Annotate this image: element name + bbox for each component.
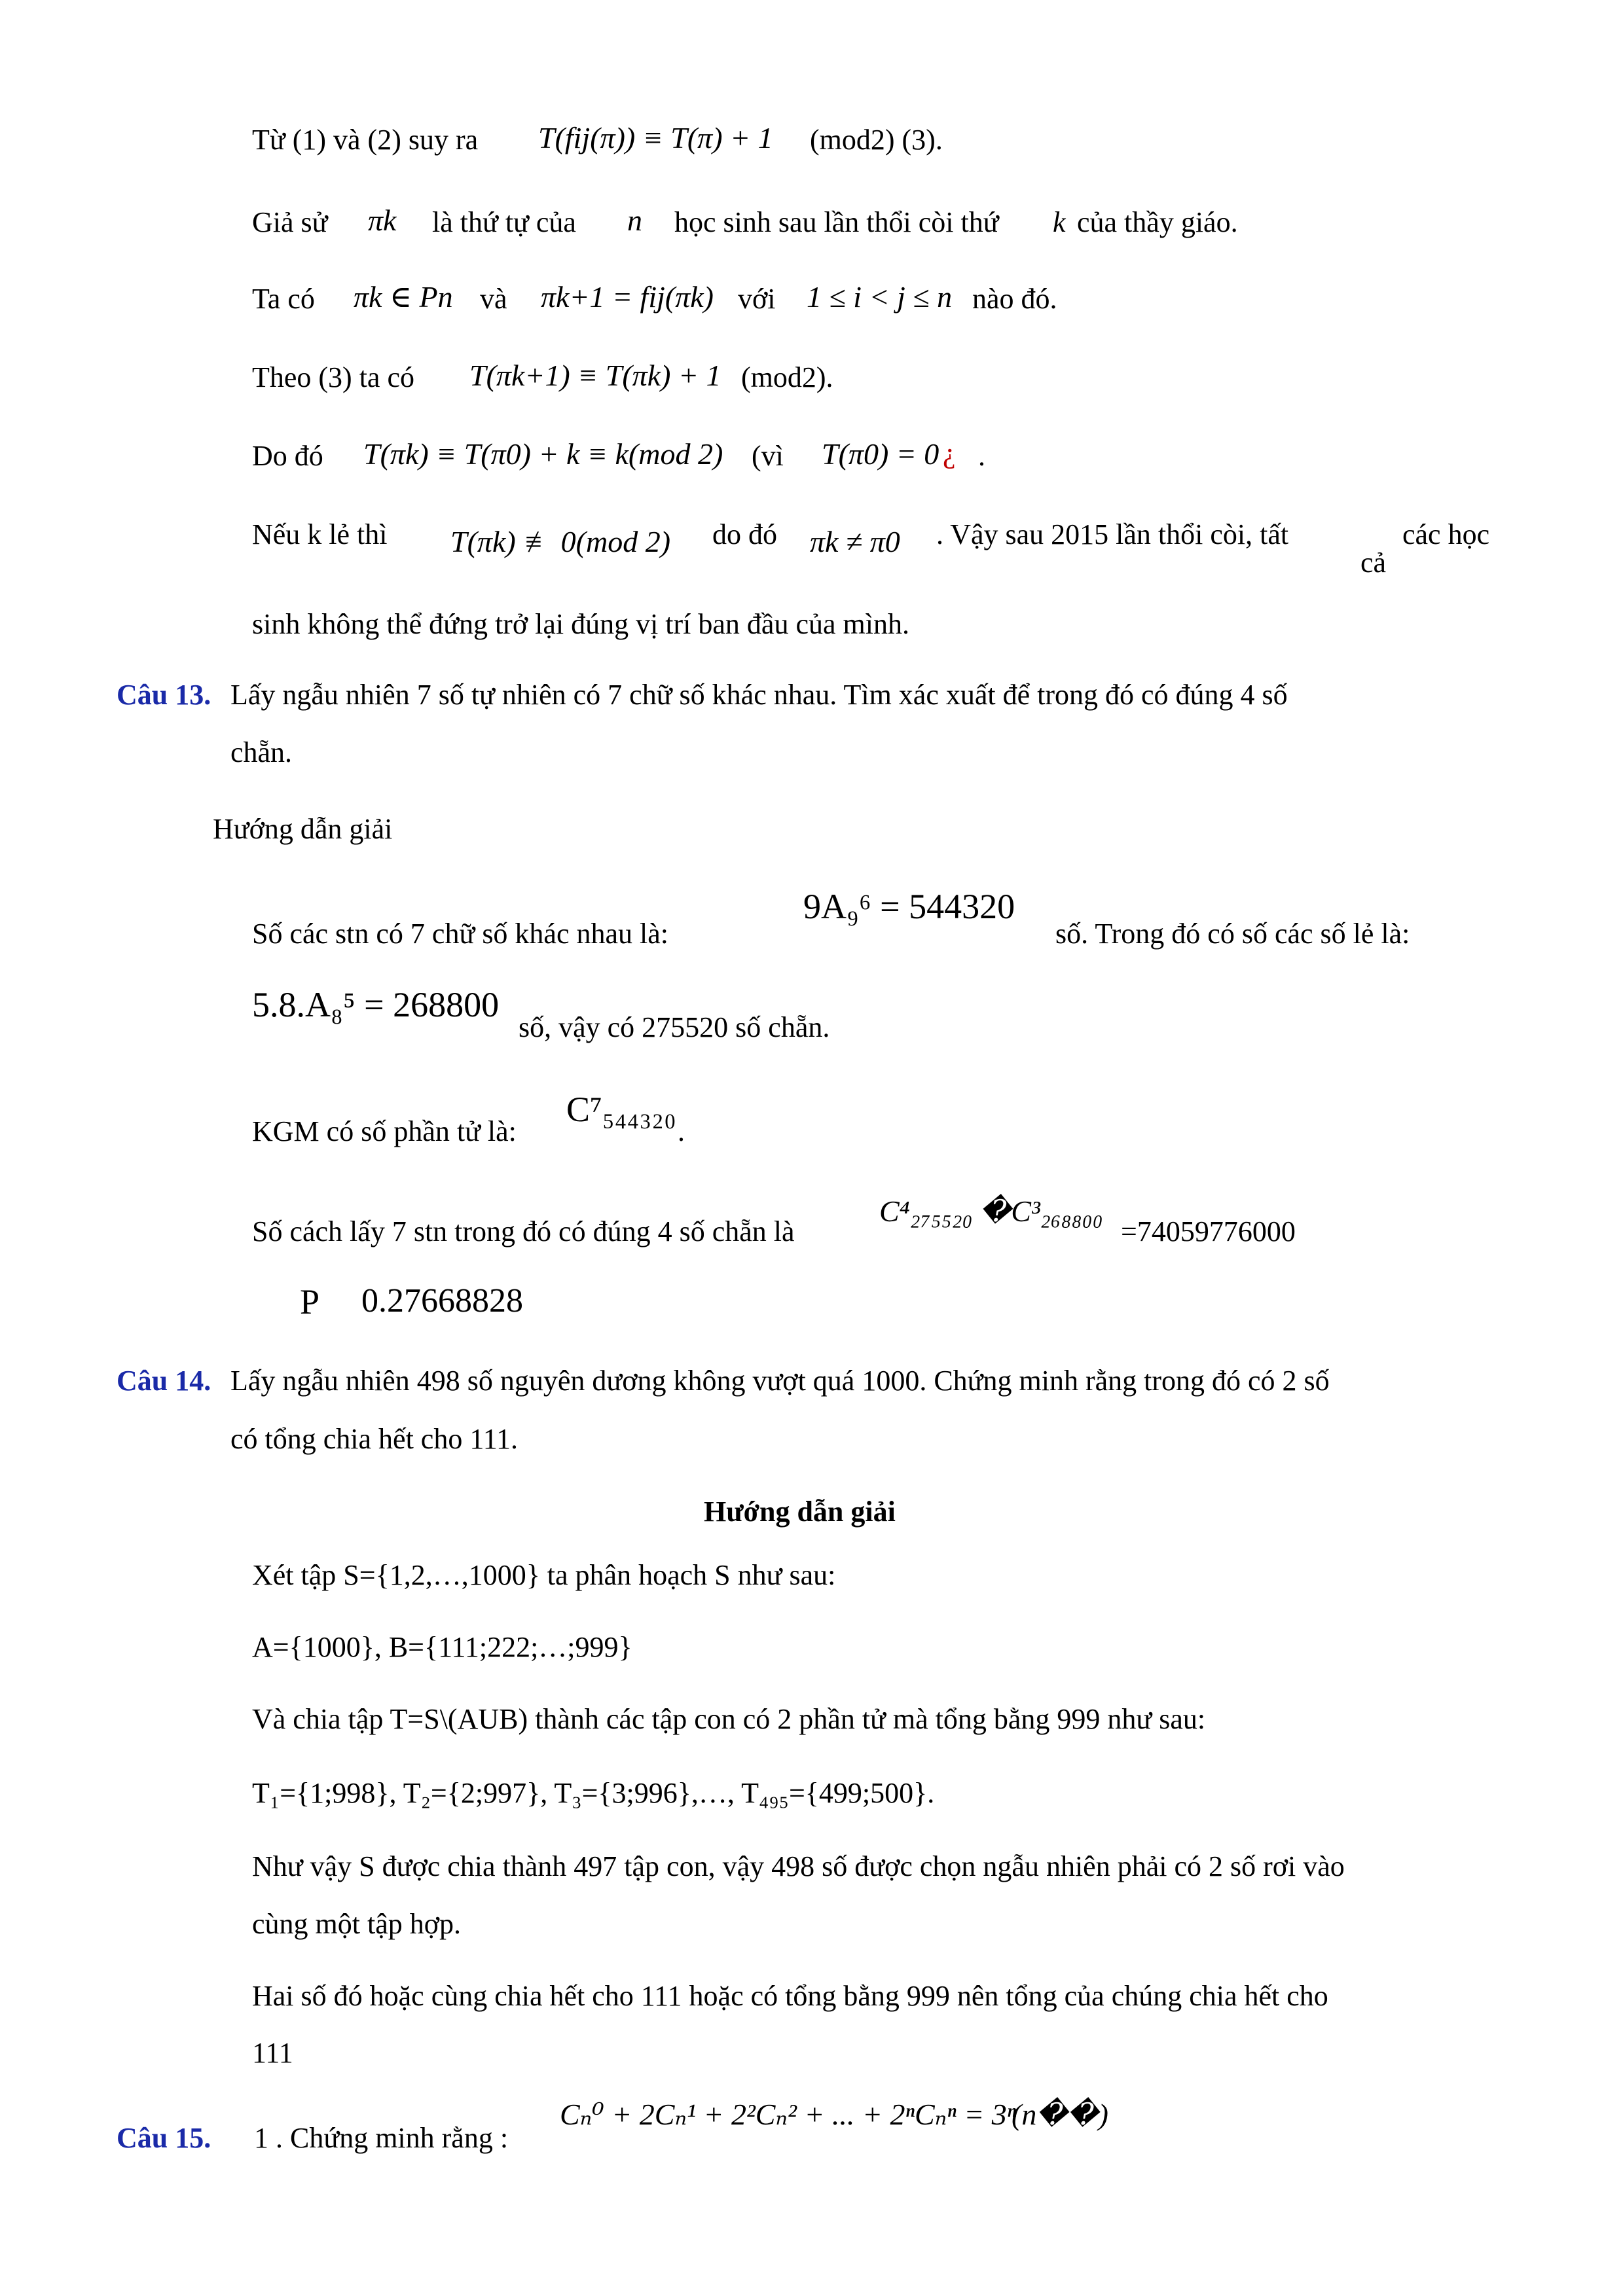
q15-label: Câu 15.: [117, 2122, 211, 2154]
q13-s4-a: Số cách lấy 7 stn trong đó có đúng 4 số chẵn là: [252, 1215, 795, 1247]
broken-glyph: ¿: [943, 437, 956, 469]
q13-text-2: chẵn.: [230, 736, 293, 768]
q14-line-4: T₁={1;998}, T₂={2;997}, T₃={3;996},…, T₄₉₅={499;500}.: [252, 1777, 935, 1809]
line-4-a: Theo (3) ta có: [252, 361, 414, 393]
line-3-b: và: [480, 283, 507, 315]
formula-t-pik-not-0: T(πk) ≢ 0(mod 2): [450, 525, 671, 558]
line-6-c: . Vậy sau 2015 lần thổi còi, tất: [936, 518, 1289, 550]
line-3-c: với: [738, 283, 776, 315]
q14-text-2: có tổng chia hết cho 111.: [230, 1423, 519, 1455]
formula-c7: C⁷₅₄₄₃₂₀: [566, 1090, 676, 1129]
formula-pik-ne-pi0: πk ≠ π0: [810, 525, 900, 558]
formula-t-pi0: T(π0) = 0: [822, 437, 939, 471]
formula-pik1: πk+1 = fij(πk): [541, 280, 714, 314]
q14-line-8: 111: [252, 2037, 293, 2069]
formula-58a85: 5.8.A₈⁵ = 268800: [252, 985, 500, 1024]
q13-text-1: Lấy ngẫu nhiên 7 số tự nhiên có 7 chữ số khác nhau. Tìm xác xuất để trong đó có đúng 4 số: [230, 679, 1288, 711]
q14-line-6: cùng một tập hợp.: [252, 1908, 461, 1940]
formula-p-label: P: [300, 1282, 320, 1321]
formula-9a96: 9A₉⁶ = 544320: [803, 887, 1015, 926]
formula-n: n: [627, 204, 642, 237]
line-3-d: nào đó.: [972, 283, 1057, 315]
line-6-b: do đó: [712, 518, 777, 550]
q13-s3-end: .: [678, 1115, 685, 1147]
formula-c4-c3: C⁴₂₇₅₅₂₀ �C³₂₆₈₈₀₀: [879, 1194, 1103, 1228]
formula-binomial-sum: Cₙ⁰ + 2Cₙ¹ + 2²Cₙ² + ... + 2ⁿCₙⁿ = 3ⁿ: [560, 2098, 1017, 2131]
q13-s4-b: =74059776000: [1121, 1215, 1296, 1247]
formula-p-value: 0.27668828: [361, 1282, 523, 1319]
formula-pi-k: πk: [368, 204, 397, 237]
formula-ij-range: 1 ≤ i < j ≤ n: [807, 280, 953, 314]
q13-s1-b: số. Trong đó có số các số lẻ là:: [1055, 918, 1410, 950]
q14-line-5: Như vậy S được chia thành 497 tập con, vậy 498 số được chọn ngẫu nhiên phải có 2 số rơi vào: [252, 1850, 1345, 1882]
q14-label: Câu 14.: [117, 1365, 211, 1397]
line-4-b: (mod2).: [741, 361, 833, 393]
q14-guide: Hướng dẫn giải: [704, 1496, 896, 1528]
line-1-text: Từ (1) và (2) suy ra: [252, 124, 479, 156]
q14-line-2: A={1000}, B={111;222;…;999}: [252, 1631, 632, 1663]
q13-s1-a: Số các stn có 7 chữ số khác nhau là:: [252, 918, 669, 950]
line-3-a: Ta có: [252, 283, 315, 315]
q13-s2-b: số, vậy có 275520 số chẵn.: [519, 1011, 830, 1043]
q13-label: Câu 13.: [117, 679, 211, 711]
formula-n-condition: (n��): [1012, 2098, 1108, 2131]
formula-t-pik1: T(πk+1) ≡ T(πk) + 1: [469, 359, 721, 392]
line-7: sinh không thể đứng trở lại đúng vị trí ban đầu của mình.: [252, 608, 909, 640]
formula-t-pik-mod: T(πk) ≡ T(π0) + k ≡ k(mod 2): [363, 437, 723, 471]
line-5-b: (vì: [752, 440, 784, 472]
line-6-ca: cả: [1360, 547, 1387, 579]
q15-text: 1 . Chứng minh rằng :: [254, 2122, 509, 2154]
line-2-b: là thứ tự của: [432, 206, 576, 238]
q14-line-3: Và chia tập T=S\(AUB) thành các tập con có 2 phần tử mà tổng bằng 999 như sau:: [252, 1703, 1206, 1735]
q14-text-1: Lấy ngẫu nhiên 498 số nguyên dương không vượt quá 1000. Chứng minh rằng trong đó có 2 số: [230, 1365, 1330, 1397]
q14-line-1: Xét tập S={1,2,…,1000} ta phân hoạch S như sau:: [252, 1559, 836, 1591]
formula-parity-transposition: T(fij(π)) ≡ T(π) + 1: [538, 121, 773, 154]
line-6-d: các học: [1402, 518, 1490, 550]
line-1-mod: (mod2) (3).: [810, 124, 943, 156]
line-2-c: học sinh sau lần thổi còi thứ: [674, 206, 999, 238]
line-5-end: .: [978, 440, 985, 472]
formula-pik-in-pn: πk ∈ Pn: [354, 280, 453, 314]
line-5-a: Do đó: [252, 440, 323, 472]
line-2-d: của thầy giáo.: [1077, 206, 1238, 238]
q14-line-7: Hai số đó hoặc cùng chia hết cho 111 hoặc có tổng bằng 999 nên tổng của chúng chia hết cho: [252, 1980, 1328, 2012]
q13-s3-a: KGM có số phần tử là:: [252, 1115, 517, 1147]
q13-guide: Hướng dẫn giải: [213, 813, 393, 845]
line-2-a: Giả sử: [252, 206, 328, 238]
line-6-a: Nếu k lẻ thì: [252, 518, 388, 550]
line-2-k: k: [1053, 206, 1066, 238]
